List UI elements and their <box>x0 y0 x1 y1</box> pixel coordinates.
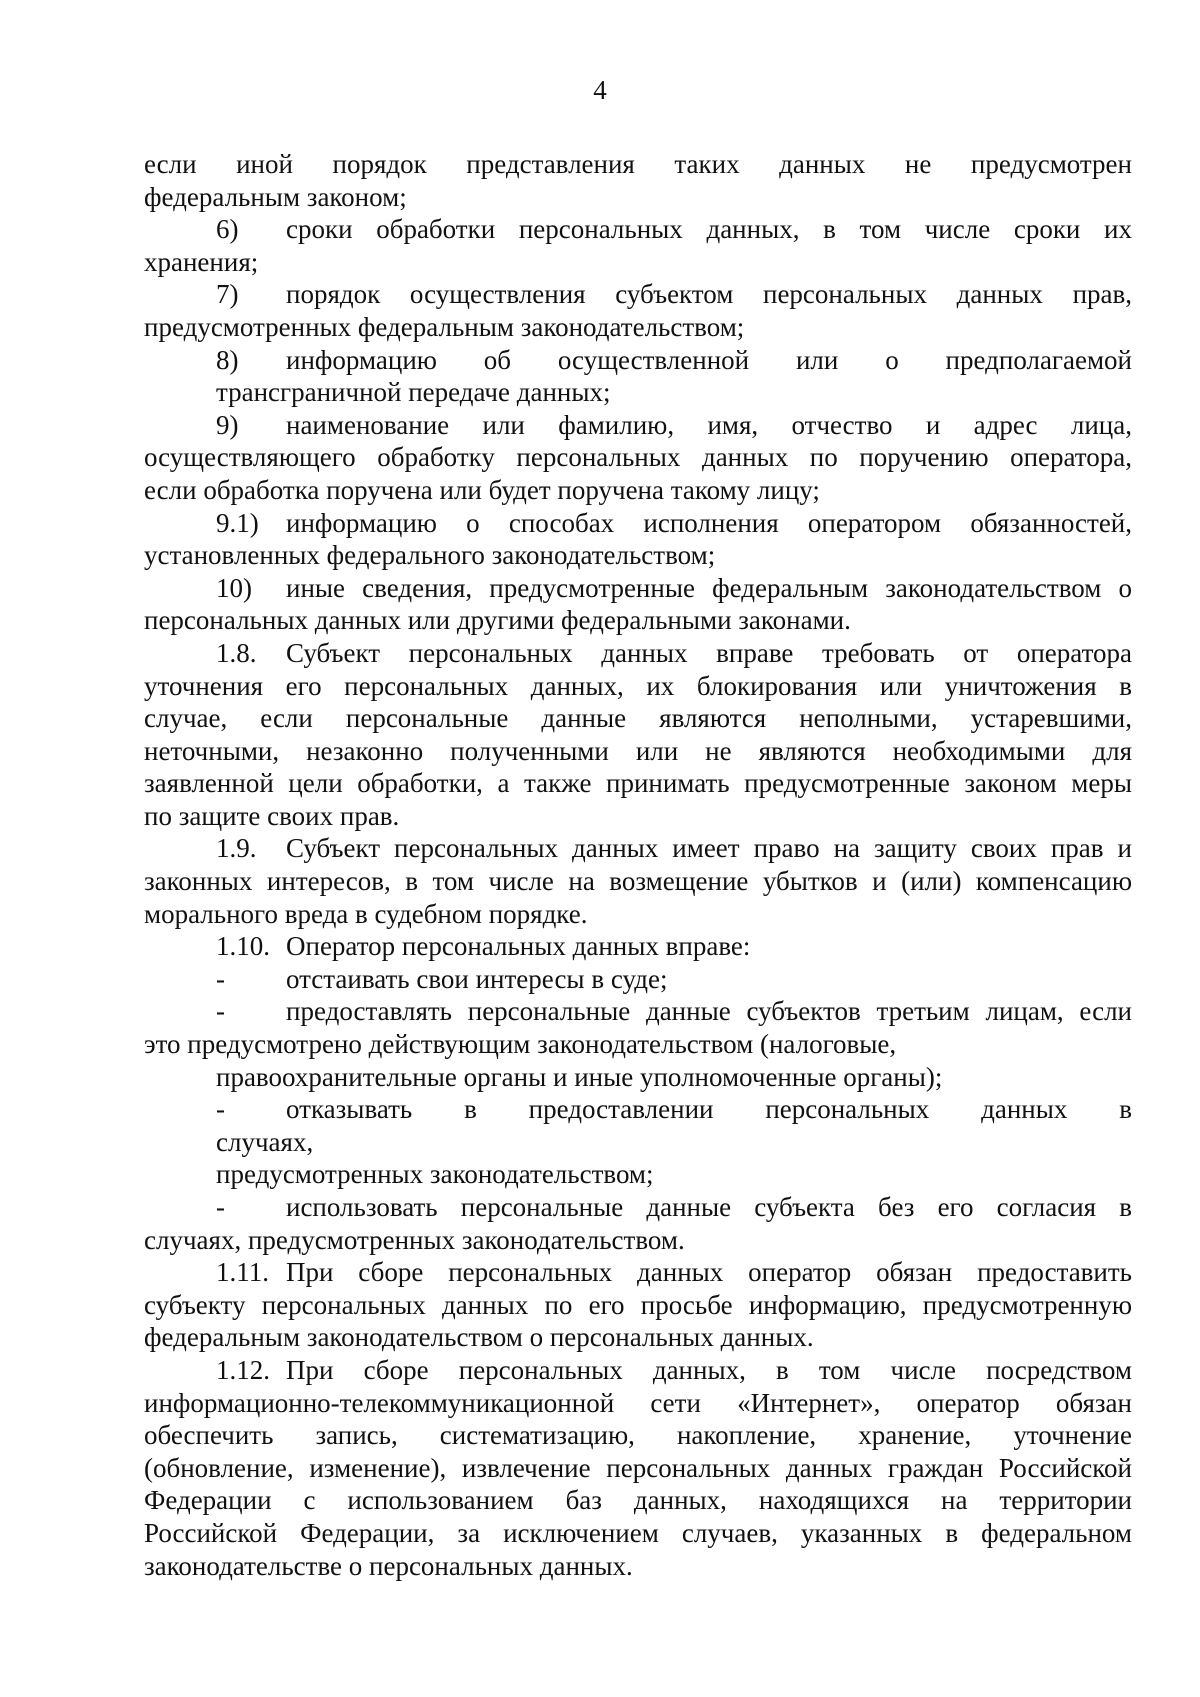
text-line: Российской Федерации, за исключением случаев, указанных в федеральном <box>144 1517 1132 1548</box>
text-line: субъекту персональных данных по его просьбе информацию, предусмотренную <box>144 1289 1132 1320</box>
clause-number: 1.10. <box>216 931 270 962</box>
text-line: осуществляющего обработку персональных данных по поручению оператора, <box>144 442 1132 473</box>
text-line: Субъект персональных данных имеет право на защиту своих прав и <box>286 833 1132 864</box>
text-line: федеральным законом; <box>144 181 407 212</box>
item-marker: 10) <box>216 572 252 603</box>
text-line: наименование или фамилию, имя, отчество и адрес лица, <box>286 409 1132 440</box>
dash-marker: - <box>216 1192 225 1222</box>
clause-number: 1.11. <box>216 1257 269 1288</box>
dash-item <box>144 995 1132 1028</box>
text-line: уточнения его персональных данных, их блокирования или уничтожения в <box>144 670 1132 701</box>
text-line: предусмотренных федеральным законодательством; <box>144 311 745 342</box>
clause-number: 1.9. <box>216 833 257 864</box>
text-line: отстаивать свои интересы в суде; <box>286 963 668 994</box>
text-line: если иной порядок представления таких данных не предусмотрен <box>144 149 1132 179</box>
clause-number: 1.12. <box>216 1354 270 1385</box>
clause-1-10 <box>144 930 1132 963</box>
text-line: предусмотренных законодательством; <box>216 1159 654 1190</box>
clause-1-8 <box>144 637 1132 670</box>
list-item-9-1 <box>144 507 1132 540</box>
list-item-6 <box>144 213 1132 246</box>
list-item-10 <box>144 572 1132 605</box>
text-line: персональных данных или другими федеральными законами. <box>144 605 851 636</box>
clause-1-9 <box>144 832 1132 865</box>
clause-1-11 <box>144 1256 1132 1289</box>
list-item-7 <box>144 278 1132 311</box>
text-line: сроки обработки персональных данных, в том числе сроки их <box>286 214 1132 245</box>
text-line: информацию о способах исполнения оператором обязанностей, <box>286 507 1132 538</box>
dash-marker: - <box>216 996 225 1027</box>
item-marker: 7) <box>216 279 239 310</box>
text-line: случаях, предусмотренных законодательством. <box>144 1224 685 1255</box>
list-item-8 <box>144 344 1132 377</box>
text-line: информационно-телекоммуникационной сети «Интернет», оператор обязан <box>144 1387 1132 1418</box>
dash-marker: - <box>216 963 225 994</box>
text-line: законных интересов, в том числе на возмещение убытков и (или) компенсацию <box>144 866 1132 897</box>
item-marker: 9) <box>216 409 239 440</box>
clause-1-12 <box>144 1354 1132 1387</box>
text-line: неточными, незаконно полученными или не являются необходимыми для <box>144 735 1132 766</box>
text-line: отказывать в предоставлении персональных данных в <box>286 1094 1132 1125</box>
text-line: Федерации с использованием баз данных, находящихся на территории <box>144 1485 1132 1516</box>
text-line: заявленной цели обработки, а также принимать предусмотренные законом меры <box>144 768 1132 799</box>
text-line: обеспечить запись, систематизацию, накопление, хранение, уточнение <box>144 1420 1132 1451</box>
text-line: правоохранительные органы и иные уполномоченные органы); <box>216 1061 943 1092</box>
dash-item <box>144 1191 1132 1224</box>
text-line: морального вреда в судебном порядке. <box>144 898 588 929</box>
text-line: хранения; <box>144 246 259 277</box>
text-line: законодательстве о персональных данных. <box>144 1550 633 1581</box>
text-line: (обновление, изменение), извлечение персональных данных граждан Российской <box>144 1452 1132 1483</box>
text-line: использовать персональные данные субъекта без его согласия в <box>286 1192 1132 1222</box>
text-line: это предусмотрено действующим законодательством (налоговые, <box>144 1029 897 1060</box>
text-line: При сборе персональных данных, в том числе посредством <box>286 1354 1132 1385</box>
text-line: установленных федерального законодательством; <box>144 540 716 571</box>
text-line: При сборе персональных данных оператор обязан предоставить <box>286 1257 1132 1288</box>
page-number: 4 <box>593 75 607 105</box>
text-line: случаях, <box>216 1126 314 1157</box>
text-line: если обработка поручена или будет поручена такому лицу; <box>144 474 820 505</box>
item-marker: 8) <box>216 344 239 375</box>
text-line: федеральным законодательством о персональных данных. <box>144 1322 814 1353</box>
clause-number: 1.8. <box>216 637 257 668</box>
document-body <box>144 148 1132 1582</box>
item-marker: 9.1) <box>216 507 259 538</box>
text-line: случае, если персональные данные являются неполными, устаревшими, <box>144 703 1132 734</box>
text-line: порядок осуществления субъектом персональных данных прав, <box>286 279 1132 310</box>
text-line: по защите своих прав. <box>144 800 400 831</box>
dash-item <box>144 963 1132 996</box>
text-line: Оператор персональных данных вправе: <box>286 931 751 962</box>
item-marker: 6) <box>216 214 239 245</box>
dash-item <box>144 1093 1132 1126</box>
dash-marker: - <box>216 1094 225 1125</box>
text-line: Субъект персональных данных вправе требовать от оператора <box>286 637 1132 668</box>
list-item-9 <box>144 409 1132 442</box>
text-line: иные сведения, предусмотренные федеральным законодательством о <box>286 572 1132 603</box>
text-line: информацию об осуществленной или о предполагаемой <box>286 344 1132 375</box>
text-line: предоставлять персональные данные субъектов третьим лицам, если <box>286 996 1132 1027</box>
text-line: трансграничной передаче данных; <box>216 377 611 408</box>
